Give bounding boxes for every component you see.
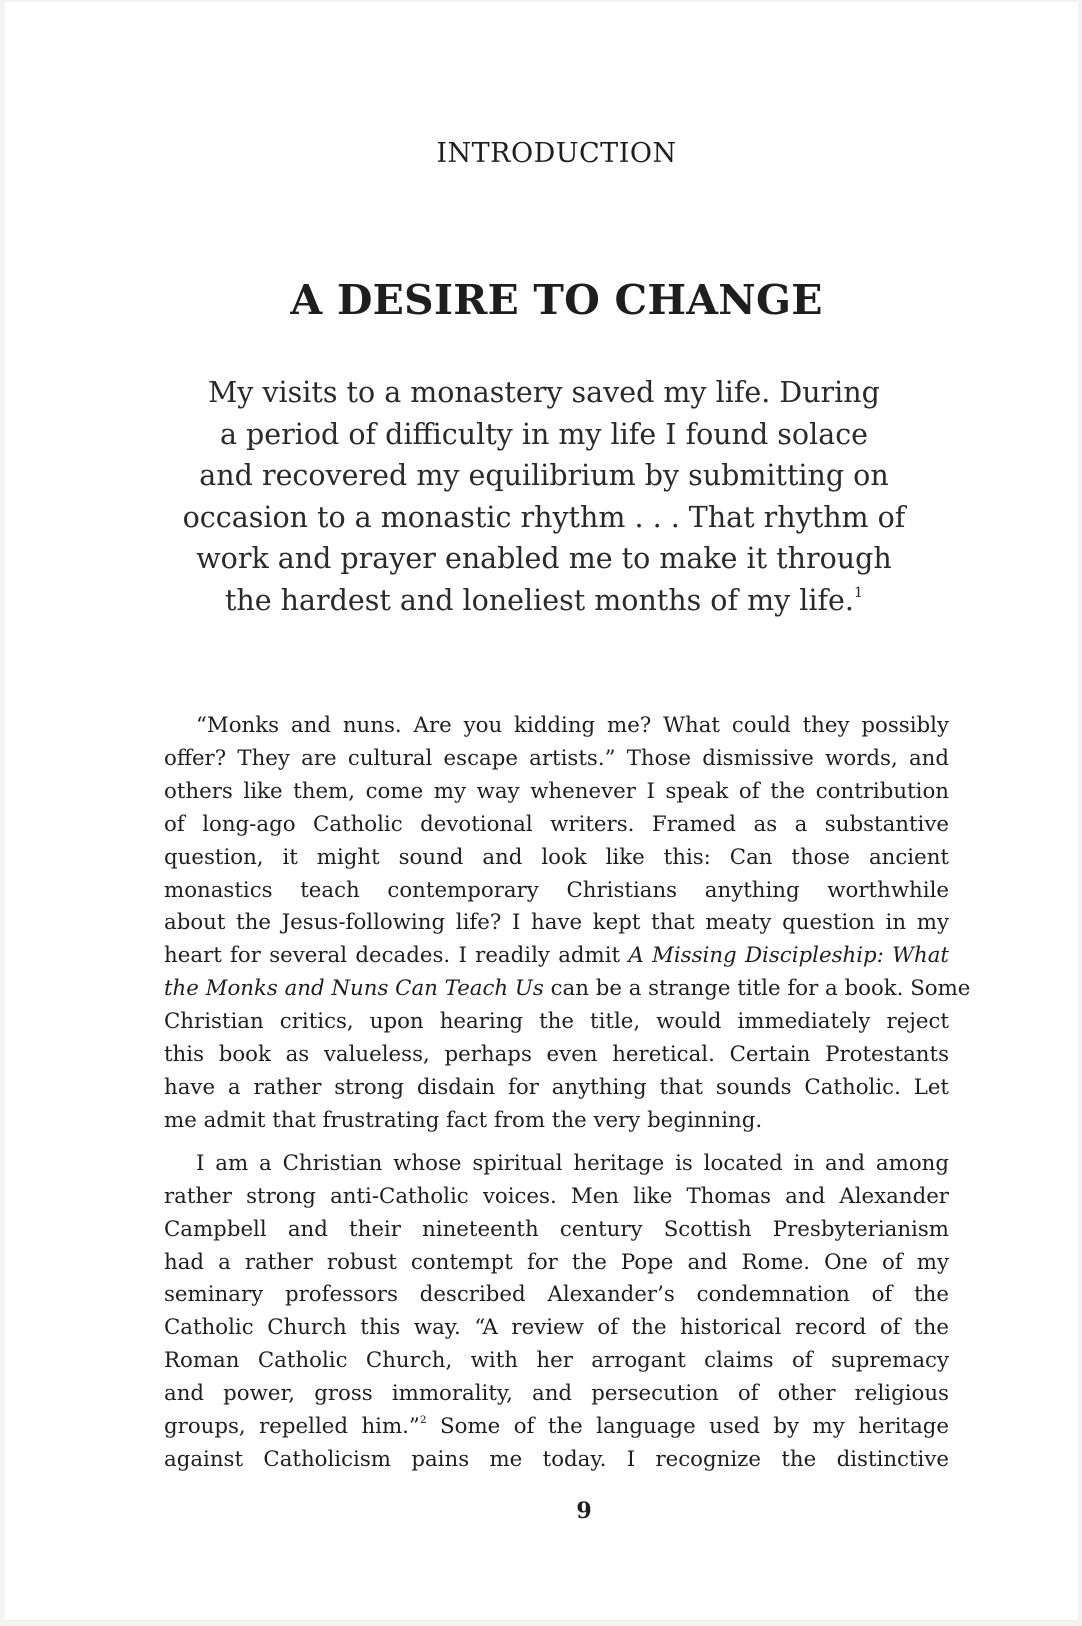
text-line: seminary professors described Alexander’s condemnation of the: [164, 1282, 949, 1308]
epigraph-line-last: [164, 580, 924, 622]
text-line: question, it might sound and look like this: Can those ancient: [164, 844, 949, 870]
text-line: Roman Catholic Church, with her arrogant claims of supremacy: [164, 1348, 949, 1374]
book-title-italic: the Monks and Nuns Can Teach Us: [164, 976, 544, 1002]
text-line: Catholic Church this way. “A review of the historical record of the: [164, 1315, 949, 1341]
text-line: had a rather robust contempt for the Pope and Rome. One of my: [164, 1249, 949, 1275]
paragraph: [164, 1148, 949, 1477]
text-line: of long-ago Catholic devotional writers. Framed as a substantive: [164, 811, 949, 837]
text-line: I am a Christian whose spiritual heritage is located in and among: [196, 1150, 949, 1176]
text-segment: groups, repelled him.”: [164, 1414, 420, 1440]
footnote-marker: 1: [853, 584, 864, 601]
text-line: monastics teach contemporary Christians anything worthwhile: [164, 877, 949, 903]
epigraph-line-text: the hardest and loneliest months of my life.: [224, 583, 854, 617]
text-line: Christian critics, upon hearing the title, would immediately reject: [164, 1009, 949, 1035]
text-segment: Some of the language used by my heritage: [426, 1414, 950, 1440]
text-line: others like them, come my way whenever I speak of the contribution: [164, 778, 949, 804]
text-line: Campbell and their nineteenth century Scottish Presbyterianism: [164, 1216, 949, 1242]
text-line: “Monks and nuns. Are you kidding me? What could they possibly: [196, 713, 949, 738]
epigraph-line: a period of difficulty in my life I found solace: [219, 417, 869, 451]
epigraph-line: occasion to a monastic rhythm . . . That rhythm of: [182, 500, 906, 534]
epigraph-line: work and prayer enabled me to make it through: [196, 542, 892, 576]
body-text: [164, 710, 971, 1477]
epigraph-line: and recovered my equilibrium by submitting on: [199, 459, 889, 493]
text-segment: can be a strange title for a book. Some: [543, 976, 971, 1002]
text-line: [164, 940, 949, 973]
text-line: rather strong anti-Catholic voices. Men like Thomas and Alexander: [164, 1183, 949, 1209]
book-page: [4, 2, 1078, 1620]
epigraph-line: My visits to a monastery saved my life. During: [208, 376, 880, 409]
text-line: have a rather strong disdain for anything that sounds Catholic. Let: [164, 1074, 949, 1100]
text-line: [164, 973, 971, 1006]
text-line: [164, 1411, 949, 1444]
paragraph: [164, 710, 971, 1138]
text-line: about the Jesus-following life? I have kept that meaty question in my: [164, 910, 949, 936]
section-label: INTRODUCTION: [436, 138, 677, 169]
text-line: me admit that frustrating fact from the very beginning.: [164, 1107, 763, 1133]
epigraph-quote: [164, 372, 924, 622]
text-line: offer? They are cultural escape artists.” Those dismissive words, and: [164, 745, 949, 771]
chapter-title: A DESIRE TO CHANGE: [290, 276, 823, 324]
footnote-marker: 2: [419, 1412, 427, 1426]
text-line: against Catholicism pains me today. I recognize the distinctive: [164, 1446, 949, 1472]
page-number: 9: [576, 1498, 592, 1524]
book-title-italic: A Missing Discipleship: What: [628, 943, 949, 969]
text-line: this book as valueless, perhaps even heretical. Certain Protestants: [164, 1042, 949, 1068]
text-segment: heart for several decades. I readily admit: [164, 943, 629, 969]
text-line: and power, gross immorality, and persecution of other religious: [164, 1381, 949, 1407]
